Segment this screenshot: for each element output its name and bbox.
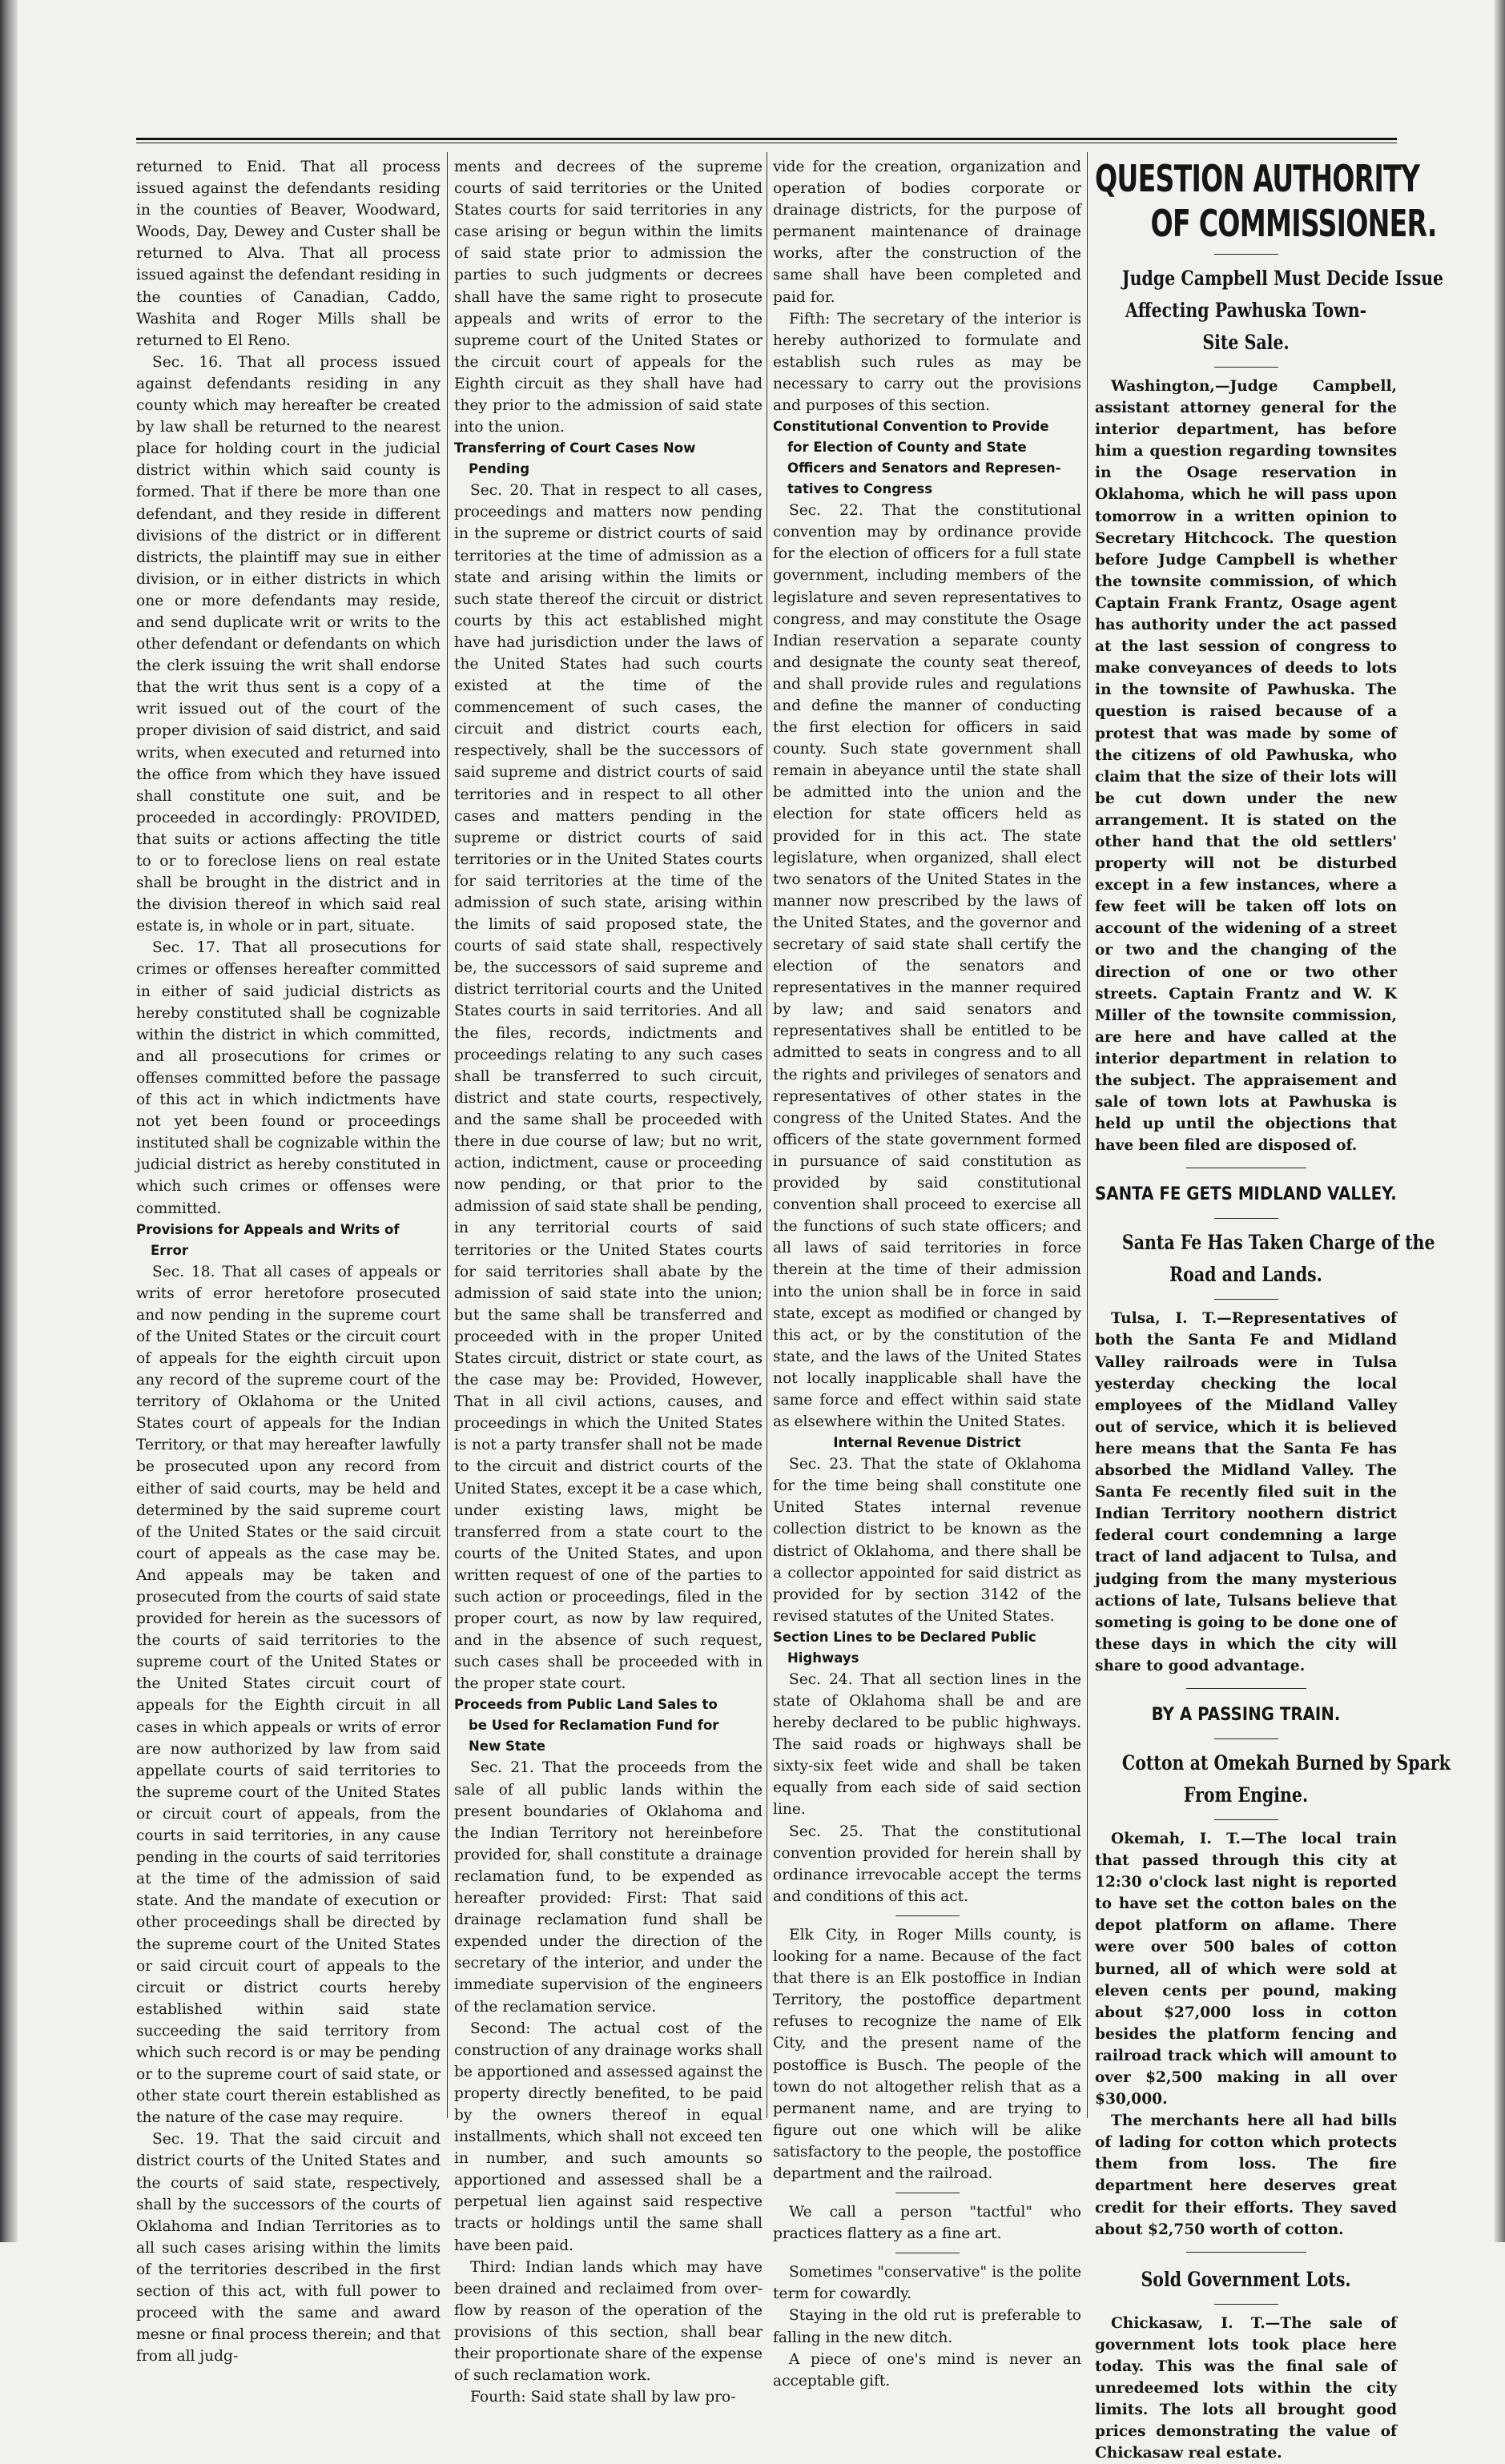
separator (1214, 254, 1278, 255)
deck-line: Cotton at Omekah Burned by Spark (1121, 1751, 1451, 1775)
deck-line: Judge Campbell Must Decide Issue (1121, 267, 1444, 290)
subheading-line: Transferring of Court Cases Now (454, 440, 696, 456)
subheading-line: Constitutional Convention to Provide (773, 419, 1049, 435)
paragraph: ments and decrees of the supreme courts of said territories or the United States courts for said territories in any case arising or begun within the limits of said state prior to admission the parties to such judgments or decrees shall have the same right to prosecute appeals and writs of error to the supreme court of the United States or the circuit court of appeals for the Eighth circuit as they shall have had they prior to the admission of said state into the union. (454, 159, 763, 436)
deck-line: Road and Lands. (1169, 1263, 1322, 1287)
headline: OF COMMISSIONER. (1150, 202, 1437, 245)
scan-edge-left (0, 0, 18, 2242)
subheading-line: tatives to Congress (787, 481, 933, 497)
separator (1214, 1299, 1278, 1300)
paragraph: Sec. 24. That all section lines in the state of Oklahoma shall be and are hereby declared to be public highways. The said roads or highways shall be sixty-six feet wide and shall be taken equally from each side of said section line. (773, 1670, 1081, 1819)
deck-line: Santa Fe Has Taken Charge of the (1121, 1231, 1435, 1255)
paragraph: Sec. 19. That the said circuit and district courts of the United States and the courts of said state, respectively, shall by the successors of the courts of Oklahoma and Indian Territories as to all such cases arising within the limits of the territories described in the first section of this act, with full power to proceed with the same and award mesne or final process therein; and that from all judg- (136, 2131, 441, 2366)
subheading-line: Section Lines to be Declared Public (773, 1629, 1036, 1645)
paragraph: Sometimes "conservative" is the polite term for cowardly. (773, 2264, 1081, 2303)
separator (1214, 1819, 1278, 1820)
headline: QUESTION AUTHORITY (1095, 157, 1420, 200)
paragraph: Washington,—Judge Campbell, assistant attorney general for the interior department, has before him a question regarding townsites in the Osage reservation in Oklahoma, which he will pass upon tomorrow in a written opinion to Secretary Hitchcock. The question before Judge Campbell is whether the townsite commission, of which Captain Frank Frantz, Osage agent has authority under the act passed at the last session of congress to make conveyances of deeds to lots in the townsite of Pawhuska. The question is raised because of a protest that was made by some of the citizens of old Pawhuska, who claim that the size of their lots will be cut down under the new arrangement. It is stated on the other hand that the old settlers' property will not be disturbed except in a few instances, where a few feet will be taken off lots on account of the widening of a street or two and the changing of the direction of one or two other streets. Captain Frantz and W. K Miller of the townsite commission, are here and have called at the interior department in relation to the subject. The appraisement and sale of town lots at Pawhuska is held up until the objections that have been filed are disposed of. (1095, 378, 1397, 1155)
paragraph: Sec. 18. That all cases of appeals or writs of error heretofore prosecuted and now pending in the supreme court of the United States or the circuit court of appeals for the eighth circuit upon any record of the supreme court of the territory of Oklahoma or the United States court of appeals for the Indian Territory, or that may hereafter lawfully be prosecuted upon any record from either of said courts, may be held and determined by the said supreme court of the United States or the said circuit court of appeals as the case may be. And appeals may be taken and prosecuted from the courts of said state provided for herein as the sucessors of the courts of said territories to the supreme court of the United States or the United States circuit court of appeals for the Eighth circuit in all cases in which appeals or writs of error are now authorized by law from said appellate courts of said territories to the supreme court of the United States or circuit court of appeals, from the courts in said territories, in any cause pending in the courts of said territories at the time of the admission of said state. And the mandate of execution or other proceedings shall be directed by the supreme court of the United States or said circuit court of appeals to the circuit or district courts hereby established within said state succeeding the said territory from which such record is or may be pending or to the supreme court of said state, or other state court therein established as the nature of the case may require. (136, 1263, 441, 2127)
paragraph: Sec. 25. That the constitutional convention provided for herein shall by ordinance irrevocable accept the terms and conditions of this act. (773, 1823, 1081, 1905)
paragraph: Chickasaw, I. T.—The sale of government lots took place here today. This was the final sale of unredeemed lots within the city limits. The lots all brought good prices demonstrating the value of Chickasaw real estate. (1095, 2314, 1397, 2462)
column-2 (454, 156, 763, 2406)
paragraph: Sec. 22. That the constitutional convention may by ordinance provide for the election of officers for a full state government, including members of the legislature and seven representatives to congress, and may constitute the Osage Indian reservation a separate county and designate the county seat thereof, and shall provide rules and regulations and define the manner of conducting the first election for officers in said county. Such state government shall remain in abeyance until the state shall be admitted into the union and the election for state officers held as provided for in this act. The state legislature, when organized, shall elect two senators of the United States in the manner now prescribed by the laws of the United States, and the governor and secretary of said state shall certify the election of the senators and representatives in the manner required by law; and said senators and representatives shall be entitled to be admitted to seats in congress and to all the rights and privileges of senators and representatives of other states in the congress of the United States. And the officers of the state government formed in pursuance of said constitution as provided by said constitutional convention shall proceed to exercise all the functions of such state officers; and all laws of said territories in force therein at the time of their admission into the union shall be in force in said state, except as modified or changed by this act, or by the constitution of the state, and the laws of the United States not locally inapplicable shall have the same force and effect within said state as elsewhere within the United States. (773, 502, 1081, 1431)
separator (1214, 2304, 1278, 2305)
paragraph: Staying in the old rut is preferable to falling in the new ditch. (773, 2307, 1081, 2346)
separator (1186, 1688, 1306, 1689)
scan-edge-right (1494, 0, 1505, 2242)
headline: SANTA FE GETS MIDLAND VALLEY. (1095, 1184, 1397, 1205)
deck-line: Affecting Pawhuska Town- (1125, 299, 1367, 322)
separator (1214, 1218, 1278, 1219)
column-rule (1087, 152, 1088, 2118)
column-4 (1095, 156, 1451, 2462)
subheading-line: Pending (469, 461, 530, 477)
deck-line: From Engine. (1183, 1783, 1309, 1807)
column-rule (447, 152, 448, 2118)
subheading (136, 1220, 441, 1261)
separator (895, 1915, 960, 1916)
paragraph: Sec. 21. That the proceeds from the sale of all public lands within the present boundaries of Oklahoma and the Indian Territory not hereinbefore provided for, shall constitute a drainage reclamation fund, to be expended as hereafter provided: First: That said drainage reclamation fund shall be expended under the direction of the secretary of the interior, and under the immediate supervision of the engineers of the reclamation service. (454, 1759, 763, 2016)
subheading-line: New State (469, 1738, 545, 1755)
column-1 (136, 156, 441, 2366)
subheading-line: Provisions for Appeals and Writs of (136, 1221, 400, 1237)
deck-line: Site Sale. (1202, 331, 1290, 354)
paragraph: The merchants here all had bills of lading for cotton which protects them from loss. The fire department here deserves great credit for their efforts. They saved about $2,750 worth of cotton. (1095, 2112, 1397, 2238)
paragraph: Second: The actual cost of the construction of any drainage works shall be apportioned and assessed against the property directly benefited, to be paid by the owners thereof in equal installments, which shall not exceed ten in number, and such amounts so apportioned and assessed shall be a perpetual lien against said respective tracts or holdings until the same shall have been paid. (454, 2020, 763, 2254)
paragraph: A piece of one's mind is never an acceptable gift. (773, 2350, 1081, 2390)
subheading-line: for Election of County and State (787, 440, 1027, 456)
separator (1214, 1738, 1278, 1739)
subheading-line: Highways (787, 1650, 859, 1666)
paragraph: vide for the creation, organization and operation of bodies corporate or drainage districts, for the purpose of permanent maintenance of drainage works, after the construction of the same shall have been completed and paid for. (773, 159, 1081, 306)
paragraph: Tulsa, I. T.—Representatives of both the Santa Fe and Midland Valley railroads were in Tulsa yesterday checking the local employees of the Midland Valley out of service, which it is believed here means that the Santa Fe has absorbed the Midland Valley. The Santa Fe recently filed suit in the Indian Territory noothern district federal court condemning a large tract of land adjacent to Tulsa, and judging from the many mysterious actions of late, Tulsans believe that someting is going to be done one of these days in which the city will share to good advantage. (1095, 1310, 1397, 1674)
top-rule (136, 138, 1397, 143)
headline: BY A PASSING TRAIN. (1151, 1704, 1341, 1725)
paragraph: We call a person "tactful" who practices flattery as a fine art. (773, 2204, 1081, 2243)
subheading-line: Error (151, 1242, 189, 1258)
paragraph: Sec. 23. That the state of Oklahoma for the time being shall constitute one United States internal revenue collection district to be known as the district of Oklahoma, and there shall be a collector appointed for said district as provided for by section 3142 of the revised statutes of the United States. (773, 1456, 1081, 1625)
paragraph: returned to Enid. That all process issued against the defendants residing in the counties of Beaver, Woodward, Woods, Day, Dewey and Custer shall be returned to Alva. That all process issued against the defendant residing in the counties of Canadian, Caddo, Washita and Roger Mills shall be returned to El Reno. (136, 159, 441, 349)
paragraph: Sec. 17. That all prosecutions for crimes or offenses hereafter committed in either of said judicial districts as hereby constituted shall be cognizable within the district in which committed, and all prosecutions for crimes or offenses committed before the passage of this act in which indictments have not yet been found or proceedings instituted shall be cognizable within the judicial district as hereby constituted in which such crimes or offenses were committed. (136, 939, 441, 1217)
paragraph: Okemah, I. T.—The local train that passed through this city at 12:30 o'clock last night is reported to have set the cotton bales on the depot platform on aflame. There were over 500 bales of cotton burned, all of which were sold at eleven cents per pound, making about $27,000 loss in cotton besides the platform fencing and railroad track which will amount to over $2,500 making in all over $30,000. (1095, 1830, 1397, 2108)
paragraph: Third: Indian lands which may have been drained and reclaimed from over-flow by reason of the operation of the provisions of this section, shall bear their proportionate share of the expense of such reclamation work. (454, 2258, 763, 2385)
subheading (773, 1627, 1081, 1669)
paragraph: Sec. 20. That in respect to all cases, proceedings and matters now pending in the supreme or district courts of said territories at the time of admission as a state and arising within the limits or such state thereof the circuit or district courts by this act established might have had jurisdiction under the laws of the United States had such courts existed at the time of the commencement of such cases, the circuit and district courts each, respectively, shall be the successors of said supreme and district courts of said territories and in respect to all other cases and matters pending in the supreme or district courts of said territories or in the United States courts for said territories at the time of the admission of such state, arising within the limits of said proposed state, the courts of said state shall, respectively be, the successors of said supreme and district territorial courts and the United States courts in said territories. And all the files, records, indictments and proceedings relating to any such cases shall be transferred to such circuit, district and state courts, respectively, and the same shall be proceeded with there in due course of law; but no writ, action, indictment, cause or proceeding now pending, or that prior to the admission of said state shall be pending, in any territorial courts of said territories or the United States courts for said territories shall abate by the admission of said state into the union; but the same shall be transferred and proceeded with in the proper United States circuit, district or state court, as the case may be: Provided, However, That in all civil actions, causes, and proceedings in which the United States is not a party transfer shall not be made to the circuit and district courts of the United States, except it be a case which, under existing laws, might be transferred from a state court to the courts of the United States, and upon written request of one of the parties to such action or proceedings, filed in the proper court, as now by law required, and in the absence of such request, such cases shall be proceeded with in the proper state court. (454, 482, 763, 1693)
separator (1214, 367, 1278, 368)
subheading-line: Officers and Senators and Represen- (787, 460, 1061, 476)
subheading (454, 438, 763, 480)
subheading: Internal Revenue District (833, 1435, 1021, 1451)
subheading-line: be Used for Reclamation Fund for (469, 1718, 719, 1734)
paragraph: Sec. 16. That all process issued against defendants residing in any county which may hereafter be created by law shall be returned to the nearest place for holding court in the judicial district within which said county is formed. That if there be more than one defendant, and they reside in different divisions of the district or in different districts, the plaintiff may sue in either division, or in either districts in which one or more defendants may reside, and send duplicate writ or writs to the other defendant or defendants on which the clerk issuing the writ shall endorse that the writ thus sent is a copy of a writ issued out of the court of the proper division of said district, and said writs, when executed and returned into the office from which they have issued shall constitute one suit, and be proceeded in accordingly: PROVIDED, that suits or actions affecting the title to or to foreclose liens on real estate shall be brought in the district and in the division thereof in which said real estate is, in whole or in part, situate. (136, 353, 441, 935)
paragraph: Fifth: The secretary of the interior is hereby authorized to formulate and establish such rules as may be necessary to carry out the provisions and purposes of this section. (773, 310, 1081, 415)
headline: Sold Government Lots. (1141, 2267, 1351, 2291)
subheading-line: Proceeds from Public Land Sales to (454, 1697, 718, 1713)
paragraph: Fourth: Said state shall by law pro- (470, 2389, 736, 2406)
subheading (454, 1694, 763, 1757)
subheading (773, 416, 1081, 500)
column-3 (773, 156, 1081, 2390)
separator (1186, 2252, 1306, 2253)
paragraph: Elk City, in Roger Mills county, is looking for a name. Because of the fact that there is an Elk postoffice in Indian Territory, the postoffice department refuses to recognize the name of Elk City, and the present name of the postoffice is Busch. The people of the town do not altogether relish that as a permanent name, and are trying to figure out one which will be alike satisfactory to the people, the postoffice department and the railroad. (773, 1926, 1081, 2182)
